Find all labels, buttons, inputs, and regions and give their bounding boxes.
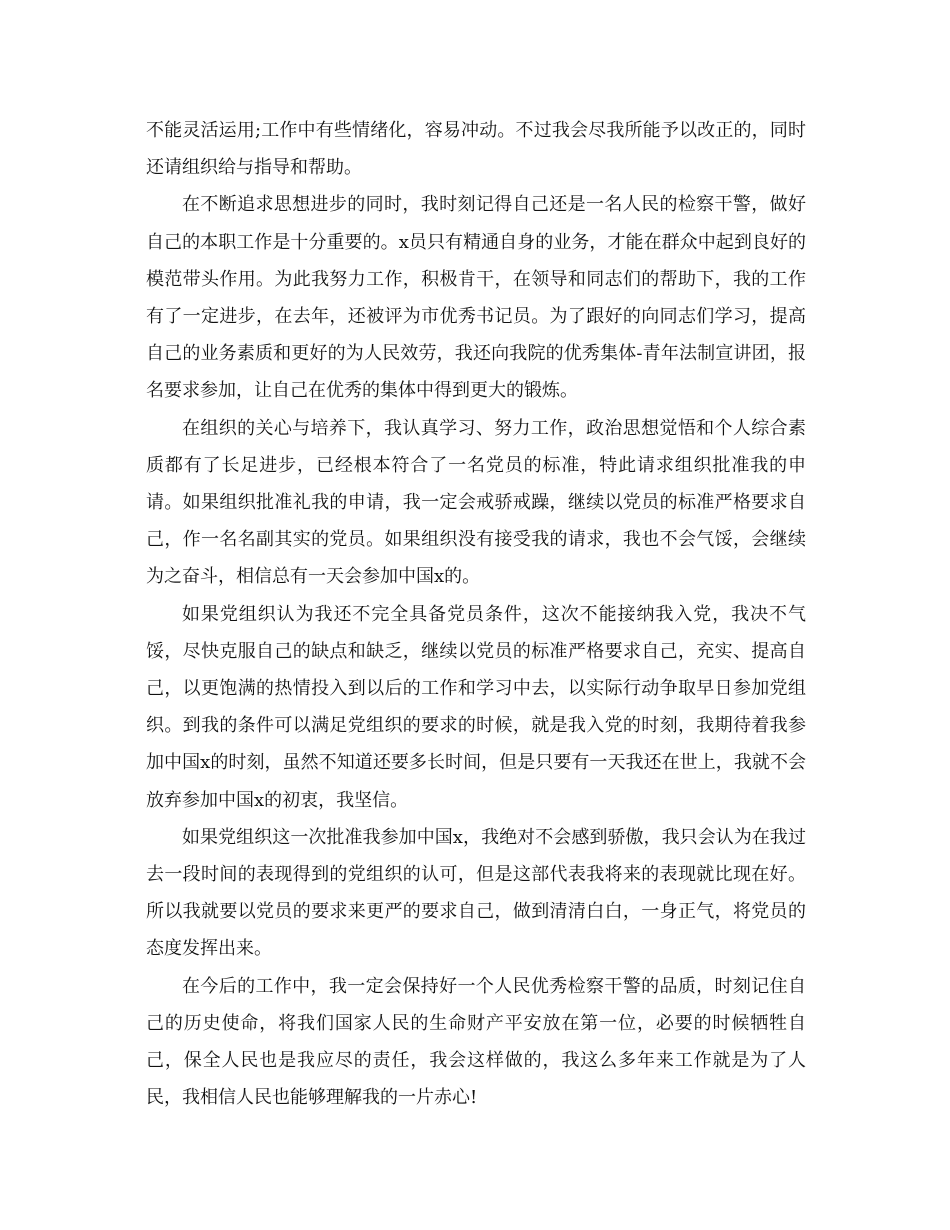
paragraph-2: 在不断追求思想进步的同时，我时刻记得自己还是一名人民的检察干警，做好自己的本职工作是十分重要的。x员只有精通自身的业务，才能在群众中起到良好的模范带头作用。为此我努力工作，积极肯干，在领导和同志们的帮助下，我的工作有了一定进步，在去年，还被评为市优秀书记员。为了跟好的向同志们学习，提高自己的业务素质和更好的为人民效劳，我还向我院的优秀集体-青年法制宣讲团，报名要求参加，让自己在优秀的集体中得到更大的锻炼。 (146, 194, 806, 402)
document-body (146, 112, 806, 1116)
paragraph-3: 在组织的关心与培养下，我认真学习、努力工作，政治思想觉悟和个人综合素质都有了长足进步，已经根本符合了一名党员的标准，特此请求组织批准我的申请。如果组织批准礼我的申请，我一定会戒骄戒躁，继续以党员的标准严格要求自己，作一名名副其实的党员。如果组织没有接受我的请求，我也不会气馁，会继续为之奋斗，相信总有一天会参加中国x的。 (146, 417, 806, 588)
paragraph-6: 在今后的工作中，我一定会保持好一个人民优秀检察干警的品质，时刻记住自己的历史使命，将我们国家人民的生命财产平安放在第一位，必要的时候牺牲自己，保全人民也是我应尽的责任，我会这样做的，我这么多年来工作就是为了人民，我相信人民也能够理解我的一片赤心! (146, 975, 806, 1109)
paragraph-1: 不能灵活运用;工作中有些情绪化，容易冲动。不过我会尽我所能予以改正的，同时还请组织给与指导和帮助。 (146, 120, 806, 179)
paragraph-5: 如果党组织这一次批准我参加中国x，我绝对不会感到骄傲，我只会认为在我过去一段时间的表现得到的党组织的认可，但是这部代表我将来的表现就比现在好。所以我就要以党员的要求来更严的要求自己，做到清清白白，一身正气，将党员的态度发挥出来。 (146, 826, 806, 960)
paragraph-4: 如果党组织认为我还不完全具备党员条件，这次不能接纳我入党，我决不气馁，尽快克服自己的缺点和缺乏，继续以党员的标准严格要求自己，充实、提高自己，以更饱满的热情投入到以后的工作和学习中去，以实际行动争取早日参加党组织。到我的条件可以满足党组织的要求的时候，就是我入党的时刻，我期待着我参加中国x的时刻，虽然不知道还要多长时间，但是只要有一天我还在世上，我就不会放弃参加中国x的初衷，我坚信。 (146, 603, 806, 811)
